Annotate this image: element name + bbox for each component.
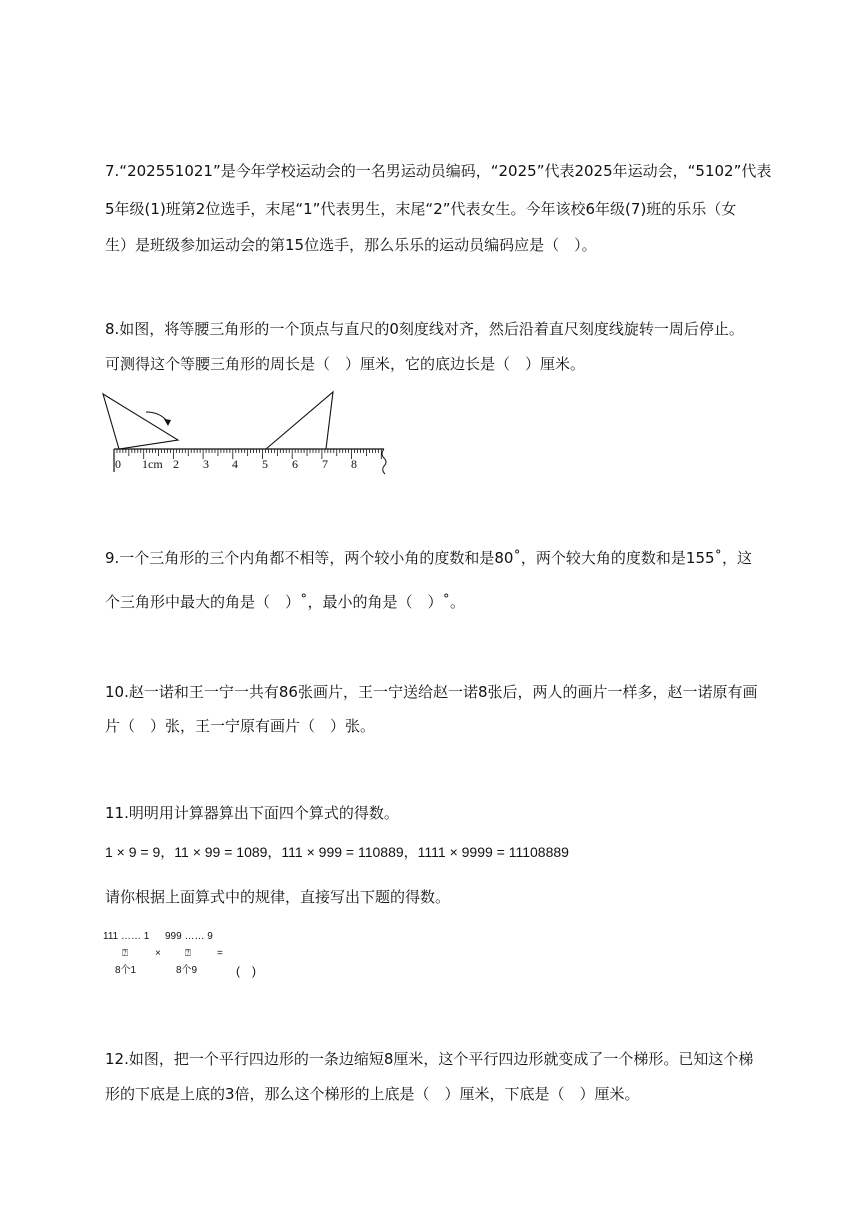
ruler-label-8: 8 (351, 457, 357, 471)
q8-line-1: 8.如图，将等腰三角形的一个顶点与直尺的0刻度线对齐，然后沿着直尺刻度线旋转一周后停止。 (105, 320, 744, 338)
ruler-triangle-figure (100, 388, 395, 483)
q7-line-2: 5年级(1)班第2位选手，末尾“1”代表男生，末尾“2”代表女生。今年该校6年级(7)班的乐乐（女 (105, 200, 737, 218)
q9-line-1: 9.一个三角形的三个内角都不相等，两个较小角的度数和是80˚，两个较大角的度数和是155˚，这 (105, 549, 753, 567)
q11-line-1: 11.明明用计算器算出下面四个算式的得数。 (105, 804, 399, 822)
q12-line-2: 形的下底是上底的3倍，那么这个梯形的上底是（ ）厘米，下底是（ ）厘米。 (105, 1085, 640, 1103)
q11-answer-blank: ( ) (236, 964, 256, 978)
rotation-arrowhead (164, 419, 171, 426)
q7-line-3: 生）是班级参加运动会的第15位选手，那么乐乐的运动员编码应是（ ）。 (105, 236, 597, 254)
ruler-label-7: 7 (322, 457, 328, 471)
q10-line-2: 片（ ）张，王一宁原有画片（ ）张。 (105, 717, 376, 735)
ruler-label-2: 2 (173, 457, 179, 471)
q9-line-2: 个三角形中最大的角是（ ）˚，最小的角是（ ）˚。 (105, 593, 466, 611)
q11-expr-b-top: 999 …… 9 (165, 931, 213, 942)
ruler-label-5: 5 (262, 457, 268, 471)
triangle-end (266, 392, 333, 449)
q11-brace-a: ⍰ (122, 948, 128, 959)
q8-line-2: 可测得这个等腰三角形的周长是（ ）厘米，它的底边长是（ ）厘米。 (105, 355, 586, 373)
ruler-break-mark (382, 449, 386, 474)
rotation-arrow (146, 412, 168, 422)
ruler-label-0: 0 (115, 457, 121, 471)
q7-line-1: 7.“202551021”是今年学校运动会的一名男运动员编码，“2025”代表2025年运动会，“5102”代表 (105, 162, 772, 180)
q10-line-1: 10.赵一诺和王一宁一共有86张画片，王一宁送给赵一诺8张后，两人的画片一样多，赵一诺原有画 (105, 683, 758, 701)
ruler-label-1cm: 1cm (142, 457, 163, 471)
q11-times: × (155, 948, 161, 959)
ruler-label-6: 6 (292, 457, 298, 471)
ruler-label-4: 4 (232, 457, 238, 471)
q11-expr-a-bottom: 8个1 (115, 965, 137, 976)
q12-line-1: 12.如图，把一个平行四边形的一条边缩短8厘米，这个平行四边形就变成了一个梯形。已知这个梯 (105, 1050, 754, 1068)
q11-line-3: 请你根据上面算式中的规律，直接写出下题的得数。 (105, 888, 451, 906)
q11-expr-a-top: 111 …… 1 (103, 931, 150, 942)
ruler-label-3: 3 (203, 457, 209, 471)
q11-brace-b: ⍰ (185, 948, 191, 959)
q11-formula: 1 × 9 = 9，11 × 99 = 1089，111 × 999 = 110889，1111 × 9999 = 11108889 (105, 844, 569, 860)
q11-equals: = (217, 948, 223, 959)
q11-expr-b-bottom: 8个9 (176, 965, 198, 976)
